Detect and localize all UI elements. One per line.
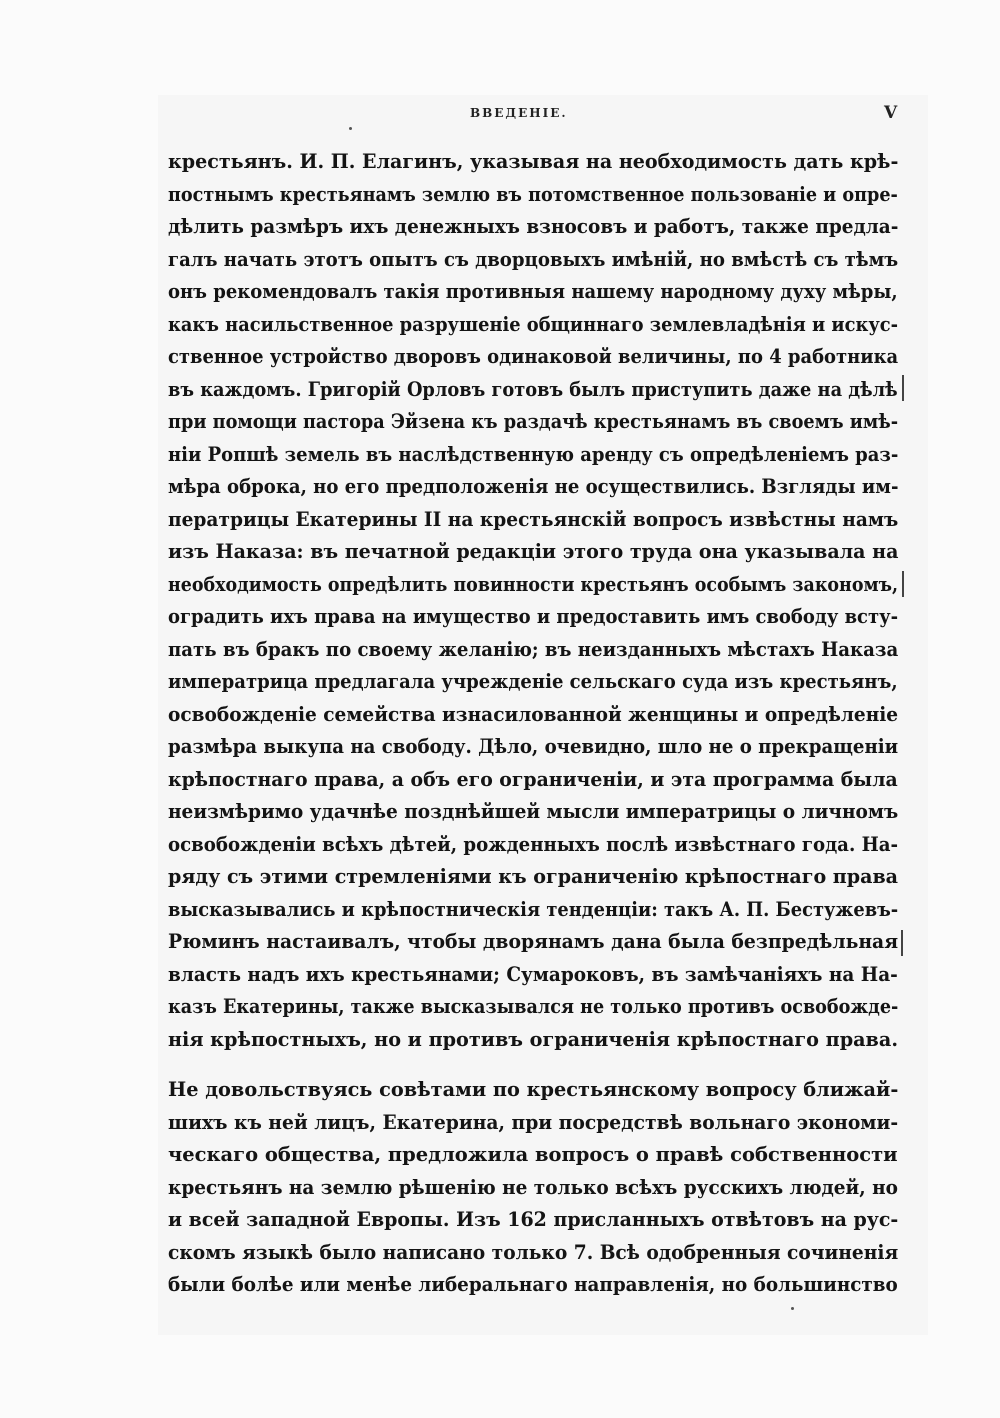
- text-line: пать въ бракъ по своему желанію; въ неизданныхъ мѣстахъ Наказа: [168, 636, 899, 661]
- speck: [791, 1307, 794, 1310]
- text-line: ніи Ропшѣ земель въ наслѣдственную аренду съ опредѣленіемъ раз-: [168, 441, 899, 466]
- body-text: [168, 145, 898, 1301]
- text-line: при помощи пастора Эйзена къ раздачѣ крестьянамъ въ своемъ имѣ-: [168, 409, 899, 433]
- text-line: изъ Наказа: въ печатной редакціи этого труда она указывала на: [168, 539, 899, 563]
- margin-mark: [902, 375, 904, 401]
- paragraph: [168, 145, 898, 1055]
- text-line: и всей западной Европы. Изъ 162 присланныхъ отвѣтовъ на рус-: [168, 1207, 899, 1231]
- text-line: крестьянъ. И. П. Елагинъ, указывая на необходимость дать крѣ-: [168, 149, 899, 173]
- text-line: высказывались и крѣпостническія тенденціи: такъ А. П. Бестужевъ-: [168, 896, 899, 921]
- text-line: размѣра выкупа на свободу. Дѣло, очевидно, шло не о прекращеніи: [168, 734, 899, 758]
- text-line: Не довольствуясь совѣтами по крестьянскому вопросу ближай-: [168, 1077, 899, 1101]
- running-title: ВВЕДЕНІЕ.: [470, 106, 568, 120]
- text-line: освобожденіе семейства изнасилованной женщины и опредѣленіе: [168, 701, 899, 726]
- text-line: ряду съ этими стремленіями къ ограниченію крѣпостнаго права: [168, 864, 899, 888]
- text-line: Рюминъ настаивалъ, чтобы дворянамъ дана была безпредѣльная: [168, 929, 899, 953]
- text-line: казъ Екатерины, также высказывался не только противъ освобожде-: [168, 994, 899, 1018]
- text-line: скомъ языкѣ было написано только 7. Всѣ одобренныя сочиненія: [168, 1239, 899, 1264]
- text-line: крѣпостнаго права, а объ его ограниченіи, и эта программа была: [168, 766, 898, 791]
- text-line: дѣлить размѣръ ихъ денежныхъ взносовъ и работъ, также предла-: [168, 214, 899, 238]
- text-line: онъ рекомендовалъ такія противныя нашему народному духу мѣры,: [168, 279, 898, 303]
- paragraph: [168, 1073, 898, 1301]
- text-line: какъ насильственное разрушеніе общиннаго землевладѣнія и искус-: [168, 311, 899, 336]
- text-line: крестьянъ на землю рѣшенію не только всѣхъ русскихъ людей, но: [168, 1174, 898, 1199]
- text-line: необходимость опредѣлить повинности крестьянъ особымъ закономъ,: [168, 571, 899, 596]
- text-line: ператрицы Екатерины II на крестьянскій вопросъ извѣстны намъ: [168, 506, 899, 531]
- text-line: императрица предлагала учрежденіе сельскаго суда изъ крестьянъ,: [168, 669, 898, 693]
- margin-mark: [902, 571, 904, 597]
- paragraph-gap: [168, 1055, 898, 1073]
- text-line: галъ начать этотъ опытъ съ дворцовыхъ имѣній, но вмѣстѣ съ тѣмъ: [168, 246, 899, 271]
- text-line: въ каждомъ. Григорій Орловъ готовъ былъ приступить даже на дѣлѣ: [168, 376, 898, 401]
- text-line: были болѣе или менѣе либеральнаго направленія, но большинство: [168, 1272, 898, 1296]
- text-line: шихъ къ ней лицъ, Екатерина, при посредствѣ вольнаго экономи-: [168, 1109, 899, 1134]
- text-line: нія крѣпостныхъ, но и противъ ограниченія крѣпостнаго права.: [168, 1026, 898, 1051]
- text-line: власть надъ ихъ крестьянами; Сумароковъ, въ замѣчаніяхъ на На-: [168, 961, 898, 986]
- text-line: ственное устройство дворовъ одинаковой величины, по 4 работника: [168, 344, 899, 368]
- text-line: освобожденіи всѣхъ дѣтей, рожденныхъ послѣ извѣстнаго года. На-: [168, 831, 899, 856]
- speck: [349, 127, 352, 130]
- text-line: ческаго общества, предложила вопросъ о правѣ собственности: [168, 1142, 898, 1166]
- text-line: постнымъ крестьянамъ землю въ потомственное пользованіе и опре-: [168, 181, 898, 206]
- text-line: неизмѣримо удачнѣе позднѣйшей мысли императрицы о личномъ: [168, 799, 899, 823]
- page-number: V: [884, 103, 898, 123]
- text-line: мѣра оброка, но его предположенія не осуществились. Взгляды им-: [168, 474, 899, 498]
- text-line: оградить ихъ права на имущество и предоставить имъ свободу всту-: [168, 604, 899, 628]
- margin-mark: [901, 930, 903, 956]
